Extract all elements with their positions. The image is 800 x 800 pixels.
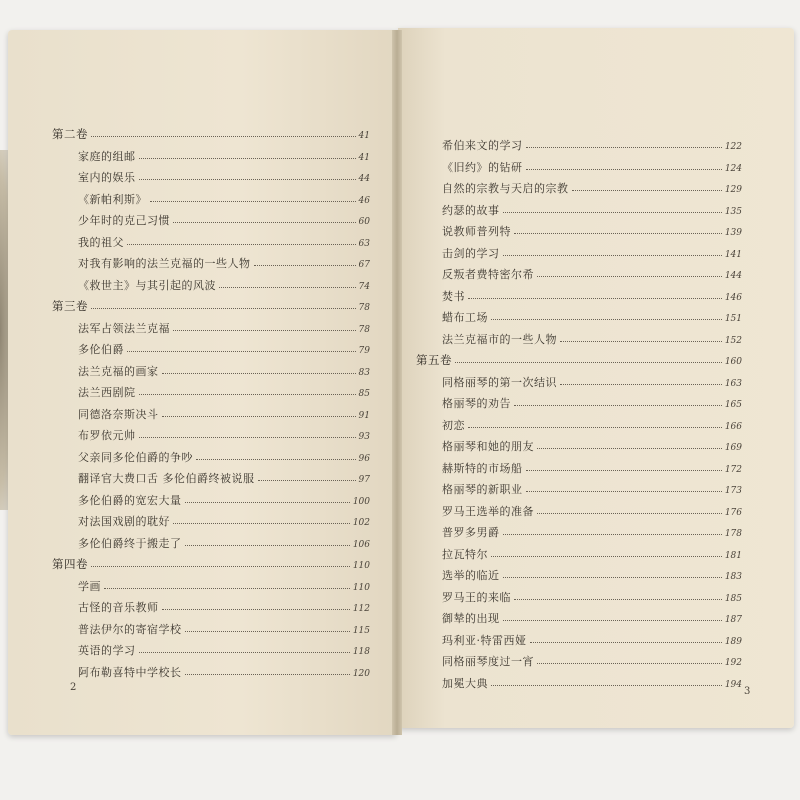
dot-leader: [91, 308, 356, 309]
toc-entry: [52, 535, 370, 557]
toc-entry-title: 格丽琴的劝告: [442, 397, 511, 410]
toc-entry-page: 100: [352, 496, 370, 507]
toc-entry: [416, 266, 742, 288]
toc-entry-title: 阿布勒喜特中学校长: [78, 665, 182, 679]
toc-entry-page: 163: [724, 378, 742, 389]
toc-entry-title: 对我有影响的法兰克福的一些人物: [78, 257, 251, 270]
toc-entry-page: 83: [358, 367, 370, 378]
toc-entry: [52, 449, 370, 471]
toc-entry-page: 41: [358, 152, 370, 163]
dot-leader: [514, 233, 722, 234]
toc-entry: [52, 255, 370, 277]
toc-entry: [416, 223, 742, 245]
dot-leader: [526, 491, 722, 492]
toc-entry-title: 《救世主》与其引起的风波: [78, 278, 216, 292]
toc-entry-page: 78: [358, 303, 370, 313]
right-page-number: 3: [744, 686, 751, 697]
toc-entry-page: 118: [352, 647, 370, 657]
toc-entry-title: 格丽琴的新职业: [442, 483, 523, 496]
toc-entry-title: 选举的临近: [442, 569, 500, 582]
toc-entry: [52, 513, 370, 535]
toc-entry-title: 蜡布工场: [442, 311, 488, 324]
dot-leader: [258, 480, 356, 481]
toc-entry-title: 法兰克福市的一些人物: [442, 332, 557, 346]
toc-entry-page: 74: [358, 281, 370, 292]
toc-entry: [416, 438, 742, 460]
toc-entry-page: 78: [358, 324, 370, 335]
toc-entry: [52, 148, 370, 170]
toc-entry-page: 115: [352, 625, 370, 636]
toc-entry-page: 183: [724, 572, 742, 582]
dot-leader: [173, 222, 356, 223]
toc-entry-page: 194: [724, 679, 742, 690]
toc-entry-page: 189: [724, 636, 742, 647]
dot-leader: [514, 405, 722, 406]
dot-leader: [526, 470, 722, 471]
toc-entry: [416, 653, 742, 675]
dot-leader: [139, 179, 356, 180]
dot-leader: [185, 631, 350, 632]
toc-entry-title: 法兰克福的画家: [78, 364, 159, 378]
toc-entry: [416, 245, 742, 267]
toc-entry-title: 少年时的克己习惯: [78, 214, 170, 227]
dot-leader: [173, 330, 356, 331]
toc-entry: [416, 546, 742, 568]
toc-entry-title: 家庭的组邮: [78, 149, 136, 163]
dot-leader: [503, 577, 722, 578]
toc-entry-page: 44: [358, 174, 370, 184]
toc-entry-title: 对法国戏剧的耽好: [78, 515, 170, 528]
toc-entry-title: 同格丽琴的第一次结识: [442, 375, 557, 389]
toc-entry-title: 焚书: [442, 289, 465, 303]
toc-entry-page: 176: [724, 507, 742, 518]
toc-entry-title: 自然的宗教与天启的宗教: [442, 182, 569, 195]
dot-leader: [162, 416, 356, 417]
toc-entry: [416, 675, 742, 697]
dot-leader: [173, 523, 350, 524]
toc-entry: [52, 320, 370, 342]
toc-entry-page: 122: [724, 142, 742, 152]
toc-entry: [416, 374, 742, 396]
toc-entry-title: 《新帕利斯》: [78, 192, 147, 206]
toc-entry-title: 室内的娱乐: [78, 171, 136, 184]
toc-entry: [52, 621, 370, 643]
toc-entry: [416, 159, 742, 181]
toc-entry: [416, 137, 742, 159]
toc-entry: [52, 384, 370, 406]
toc-entry: [416, 180, 742, 202]
toc-entry: [52, 277, 370, 299]
toc-entry-page: 146: [724, 292, 742, 303]
book-gutter: [392, 30, 402, 735]
dot-leader: [503, 620, 722, 621]
toc-entry: [52, 664, 370, 686]
toc-entry-page: 144: [724, 271, 742, 281]
toc-entry-page: 160: [724, 357, 742, 367]
toc-entry-title: 古怪的音乐教师: [78, 601, 159, 614]
toc-entry-title: 加冕大典: [442, 676, 488, 690]
toc-entry-title: 第二卷: [52, 127, 88, 141]
toc-entry-page: 124: [724, 163, 742, 174]
toc-entry-page: 60: [358, 217, 370, 227]
toc-entry-title: 同格丽琴度过一宵: [442, 655, 534, 668]
toc-entry-title: 法军占领法兰克福: [78, 321, 170, 335]
toc-entry-title: 初恋: [442, 418, 465, 432]
toc-entry-page: 129: [724, 185, 742, 195]
toc-entry: [52, 212, 370, 234]
dot-leader: [139, 652, 350, 653]
toc-entry: [52, 234, 370, 256]
toc-entry-page: 112: [352, 604, 370, 614]
toc-entry: [416, 460, 742, 482]
toc-volume-heading: [416, 352, 742, 374]
toc-entry: [52, 470, 370, 492]
dot-leader: [455, 362, 722, 363]
toc-entry-title: 罗马王选举的准备: [442, 504, 534, 518]
toc-entry-title: 格丽琴和她的朋友: [442, 440, 534, 453]
toc-entry-page: 120: [352, 668, 370, 679]
toc-entry-title: 法兰西剧院: [78, 386, 136, 399]
toc-entry-title: 第四卷: [52, 557, 88, 571]
dot-leader: [537, 276, 722, 277]
toc-entry-page: 187: [724, 615, 742, 625]
dot-leader: [537, 513, 722, 514]
toc-entry-page: 110: [352, 561, 370, 571]
toc-entry-page: 165: [724, 400, 742, 410]
toc-entry: [416, 567, 742, 589]
toc-entry-title: 赫斯特的市场船: [442, 461, 523, 475]
toc-entry-title: 希伯来文的学习: [442, 139, 523, 152]
toc-entry: [52, 191, 370, 213]
dot-leader: [219, 287, 356, 288]
toc-entry: [416, 309, 742, 331]
toc-entry: [416, 610, 742, 632]
toc-entry: [416, 202, 742, 224]
toc-entry: [416, 417, 742, 439]
toc-entry-page: 192: [724, 658, 742, 668]
dot-leader: [560, 384, 722, 385]
toc-entry: [52, 642, 370, 664]
toc-entry-title: 英语的学习: [78, 644, 136, 657]
toc-entry-title: 多伦伯爵: [78, 343, 124, 356]
toc-entry-page: 139: [724, 228, 742, 238]
dot-leader: [560, 341, 722, 342]
toc-entry-title: 多伦伯爵的宽宏大量: [78, 493, 182, 507]
toc-right: [416, 137, 742, 696]
toc-entry-title: 约瑟的故事: [442, 203, 500, 217]
toc-entry-page: 185: [724, 593, 742, 604]
dot-leader: [104, 588, 350, 589]
toc-entry-title: 第三卷: [52, 299, 88, 313]
toc-entry-page: 97: [358, 475, 370, 485]
toc-entry-title: 多伦伯爵终于搬走了: [78, 536, 182, 550]
toc-entry: [52, 341, 370, 363]
toc-entry-page: 93: [358, 432, 370, 442]
toc-entry: [416, 632, 742, 654]
toc-volume-heading: [52, 298, 370, 320]
toc-entry-page: 151: [724, 314, 742, 324]
toc-entry-page: 79: [358, 346, 370, 356]
dot-leader: [468, 427, 722, 428]
toc-entry: [52, 578, 370, 600]
toc-entry-page: 63: [358, 238, 370, 249]
toc-entry-title: 击剑的学习: [442, 246, 500, 260]
toc-entry: [52, 492, 370, 514]
dot-leader: [572, 190, 722, 191]
toc-entry: [416, 331, 742, 353]
dot-leader: [491, 685, 722, 686]
toc-entry: [416, 481, 742, 503]
dot-leader: [491, 556, 722, 557]
toc-entry: [416, 288, 742, 310]
left-page-number: 2: [70, 682, 77, 693]
toc-entry-page: 46: [358, 195, 370, 206]
toc-entry-title: 第五卷: [416, 353, 452, 367]
toc-entry: [52, 599, 370, 621]
dot-leader: [530, 642, 722, 643]
dot-leader: [185, 674, 350, 675]
toc-volume-heading: [52, 126, 370, 148]
dot-leader: [514, 599, 722, 600]
toc-entry-title: 反叛者费特密尔希: [442, 268, 534, 281]
dot-leader: [91, 566, 350, 567]
dot-leader: [503, 212, 722, 213]
dot-leader: [127, 351, 356, 352]
toc-entry-page: 173: [724, 486, 742, 496]
dot-leader: [162, 373, 356, 374]
toc-entry-page: 91: [358, 410, 370, 421]
toc-entry-page: 110: [352, 582, 370, 593]
toc-entry-page: 67: [358, 260, 370, 270]
toc-entry-title: 拉瓦特尔: [442, 547, 488, 561]
dot-leader: [254, 265, 356, 266]
dot-leader: [526, 169, 722, 170]
dot-leader: [468, 298, 722, 299]
toc-entry-title: 我的祖父: [78, 235, 124, 249]
toc-entry-page: 152: [724, 335, 742, 346]
toc-entry-page: 172: [724, 464, 742, 475]
toc-volume-heading: [52, 556, 370, 578]
toc-entry: [52, 363, 370, 385]
dot-leader: [139, 394, 356, 395]
toc-entry: [416, 395, 742, 417]
toc-entry-title: 翻译官大费口舌 多伦伯爵终被说服: [78, 472, 255, 485]
dot-leader: [537, 663, 722, 664]
toc-entry-title: 学画: [78, 579, 101, 593]
toc-entry-page: 41: [358, 131, 370, 141]
toc-entry-page: 141: [724, 249, 742, 260]
dot-leader: [91, 136, 356, 137]
dot-leader: [185, 545, 350, 546]
toc-entry-page: 181: [724, 550, 742, 561]
toc-entry-page: 102: [352, 518, 370, 528]
dot-leader: [127, 244, 356, 245]
toc-left: [52, 126, 370, 685]
toc-entry: [52, 427, 370, 449]
toc-entry-title: 罗马王的来临: [442, 590, 511, 604]
toc-entry-page: 96: [358, 453, 370, 464]
toc-entry-title: 玛利亚·特雷西娅: [442, 633, 527, 647]
dot-leader: [503, 255, 722, 256]
toc-entry-title: 父亲同多伦伯爵的争吵: [78, 450, 193, 464]
dot-leader: [150, 201, 356, 202]
toc-entry-page: 178: [724, 529, 742, 539]
toc-entry-page: 85: [358, 389, 370, 399]
toc-entry: [416, 589, 742, 611]
dot-leader: [491, 319, 722, 320]
toc-entry-page: 106: [352, 539, 370, 550]
dot-leader: [139, 437, 356, 438]
toc-entry: [52, 169, 370, 191]
dot-leader: [162, 609, 350, 610]
toc-entry-page: 135: [724, 206, 742, 217]
dot-leader: [196, 459, 356, 460]
dot-leader: [139, 158, 356, 159]
toc-entry-title: 布罗依元帅: [78, 429, 136, 442]
toc-entry-title: 普罗多男爵: [442, 526, 500, 539]
toc-entry: [416, 503, 742, 525]
toc-entry-title: 《旧约》的钻研: [442, 160, 523, 174]
toc-entry-page: 169: [724, 443, 742, 453]
dot-leader: [503, 534, 722, 535]
dot-leader: [185, 502, 350, 503]
toc-entry-title: 同德洛奈斯决斗: [78, 407, 159, 421]
toc-entry-title: 普法伊尔的寄宿学校: [78, 622, 182, 636]
dot-leader: [537, 448, 722, 449]
dot-leader: [526, 147, 722, 148]
toc-entry-title: 御辇的出现: [442, 612, 500, 625]
toc-entry: [52, 406, 370, 428]
toc-entry-title: 说教师普列特: [442, 225, 511, 238]
toc-entry-page: 166: [724, 421, 742, 432]
toc-entry: [416, 524, 742, 546]
